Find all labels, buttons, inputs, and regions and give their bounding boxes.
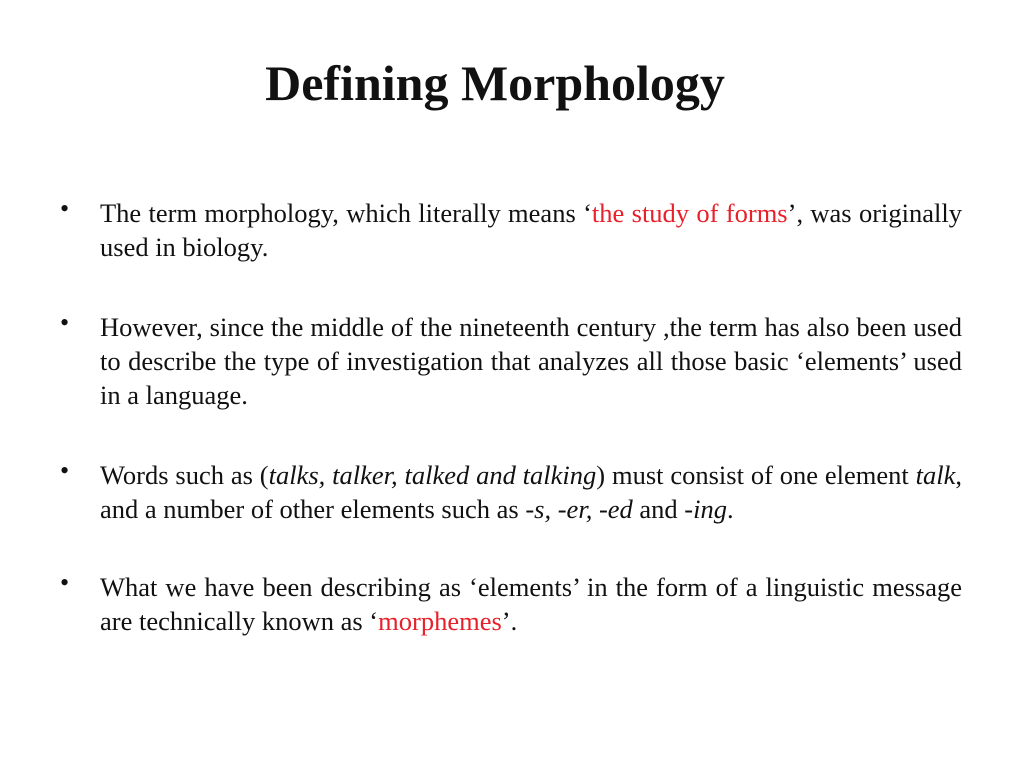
highlighted-term: morphemes xyxy=(378,606,502,636)
bullet-text: The term morphology, which literally means ‘ xyxy=(100,198,592,228)
bullet-item-examples xyxy=(60,456,962,526)
bullet-text: , and a number of other elements such as xyxy=(100,460,962,524)
bullet-text: ’, was originally used in biology. xyxy=(100,198,962,262)
bullet-icon: • xyxy=(60,568,70,597)
bullet-text: ) must consist of one element xyxy=(596,460,916,490)
bullet-icon: • xyxy=(60,308,70,337)
root-element: talk xyxy=(915,460,956,490)
bullet-item-morphemes xyxy=(60,568,962,638)
bullet-text: . xyxy=(726,494,734,524)
highlighted-term: the study of forms xyxy=(591,198,788,228)
bullet-text: What we have been describing as ‘elements’ in the form of a linguistic message are technically known as ‘ xyxy=(100,572,962,636)
bullet-icon: • xyxy=(60,456,70,485)
example-words: talks, talker, talked and talking xyxy=(268,460,597,490)
bullet-text: and xyxy=(632,494,685,524)
slide-title: Defining Morphology xyxy=(265,55,725,111)
bullet-text: Words such as ( xyxy=(100,460,269,490)
bullet-item-history xyxy=(60,308,962,412)
bullet-text: However, since the middle of the nineteenth century ,the term has also been used to describe the type of investigation that analyzes all those basic ‘elements’ used in a language. xyxy=(100,312,962,410)
bullet-item-definition xyxy=(60,194,962,264)
bullet-icon: • xyxy=(60,194,70,223)
bullet-text: ’. xyxy=(501,606,518,636)
suffix-ing: -ing xyxy=(684,494,727,524)
suffix-list: -s, -er, -ed xyxy=(525,494,633,524)
bullet-list xyxy=(0,196,1024,684)
